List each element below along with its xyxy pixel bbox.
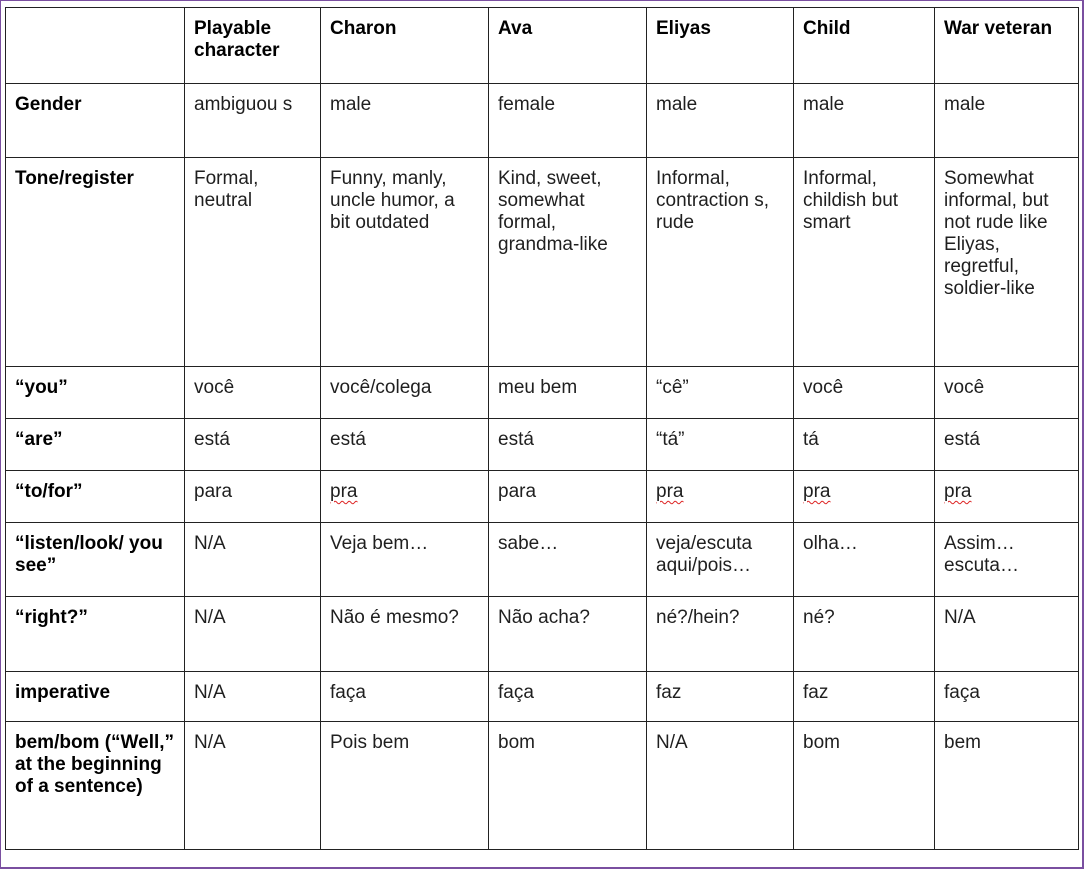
header-cell-playable-character: Playable character (185, 8, 321, 84)
table-cell: bom (489, 722, 647, 850)
table-cell: female (489, 84, 647, 158)
table-cell: faça (321, 672, 489, 722)
header-cell-ava: Ava (489, 8, 647, 84)
header-cell-eliyas: Eliyas (647, 8, 794, 84)
table-row-to-for (6, 471, 1079, 523)
table-cell: Somewhat informal, but not rude like Eliyas, regretful, soldier-like (935, 158, 1079, 367)
table-cell: N/A (185, 523, 321, 597)
table-cell: está (321, 419, 489, 471)
table-cell: faça (935, 672, 1079, 722)
table-cell: meu bem (489, 367, 647, 419)
table-row-tone-register (6, 158, 1079, 367)
table-cell: tá (794, 419, 935, 471)
row-label: “right?” (6, 597, 185, 672)
table-cell: Veja bem… (321, 523, 489, 597)
table-cell (647, 471, 794, 523)
spellcheck-word: pra (656, 481, 684, 502)
table-cell: Funny, manly, uncle humor, a bit outdated (321, 158, 489, 367)
table-row-gender (6, 84, 1079, 158)
table-cell: sabe… (489, 523, 647, 597)
row-label: “you” (6, 367, 185, 419)
table-cell: “tá” (647, 419, 794, 471)
table-cell: está (935, 419, 1079, 471)
table-cell: bem (935, 722, 1079, 850)
table-cell: Não acha? (489, 597, 647, 672)
table-cell: Informal, contraction s, rude (647, 158, 794, 367)
table-cell: está (185, 419, 321, 471)
row-label: “listen/look/ you see” (6, 523, 185, 597)
spellcheck-word: pra (944, 481, 972, 502)
table-row-bem-bom (6, 722, 1079, 850)
table-cell: ambiguou s (185, 84, 321, 158)
table-cell: Assim… escuta… (935, 523, 1079, 597)
header-row (6, 8, 1079, 84)
table-row-imperative (6, 672, 1079, 722)
row-label: imperative (6, 672, 185, 722)
table-cell: N/A (185, 597, 321, 672)
table-cell: faz (794, 672, 935, 722)
table-cell: Kind, sweet, somewhat formal, grandma-like (489, 158, 647, 367)
table-cell: male (647, 84, 794, 158)
table-cell: para (489, 471, 647, 523)
table-cell: você (935, 367, 1079, 419)
header-cell-empty (6, 8, 185, 84)
row-label: bem/bom (“Well,” at the beginning of a sentence) (6, 722, 185, 850)
table-cell: está (489, 419, 647, 471)
table-cell: você (794, 367, 935, 419)
table-cell: Não é mesmo? (321, 597, 489, 672)
table-row-you (6, 367, 1079, 419)
table-cell: para (185, 471, 321, 523)
row-label: Gender (6, 84, 185, 158)
row-label: “to/for” (6, 471, 185, 523)
table-cell: male (794, 84, 935, 158)
header-cell-war-veteran: War veteran (935, 8, 1079, 84)
table-row-right (6, 597, 1079, 672)
table-cell: “cê” (647, 367, 794, 419)
table-cell: N/A (935, 597, 1079, 672)
table-cell: N/A (185, 672, 321, 722)
table-cell: né? (794, 597, 935, 672)
table-cell: N/A (185, 722, 321, 850)
table-cell: você (185, 367, 321, 419)
spellcheck-word: pra (330, 481, 358, 502)
character-register-table (5, 7, 1079, 850)
table-cell: Informal, childish but smart (794, 158, 935, 367)
table-cell (794, 471, 935, 523)
table-cell: male (321, 84, 489, 158)
table-cell: Pois bem (321, 722, 489, 850)
table-cell: né?/hein? (647, 597, 794, 672)
table-cell: veja/escuta aqui/pois… (647, 523, 794, 597)
table-row-listen-look (6, 523, 1079, 597)
table-cell: você/colega (321, 367, 489, 419)
table-cell: faça (489, 672, 647, 722)
table-cell (935, 471, 1079, 523)
table-cell (321, 471, 489, 523)
table-cell: male (935, 84, 1079, 158)
table-cell: bom (794, 722, 935, 850)
table-cell: faz (647, 672, 794, 722)
table-cell: olha… (794, 523, 935, 597)
header-cell-charon: Charon (321, 8, 489, 84)
spellcheck-word: pra (803, 481, 831, 502)
row-label: Tone/register (6, 158, 185, 367)
table-cell: Formal, neutral (185, 158, 321, 367)
table-cell: N/A (647, 722, 794, 850)
header-cell-child: Child (794, 8, 935, 84)
row-label: “are” (6, 419, 185, 471)
table-row-are (6, 419, 1079, 471)
